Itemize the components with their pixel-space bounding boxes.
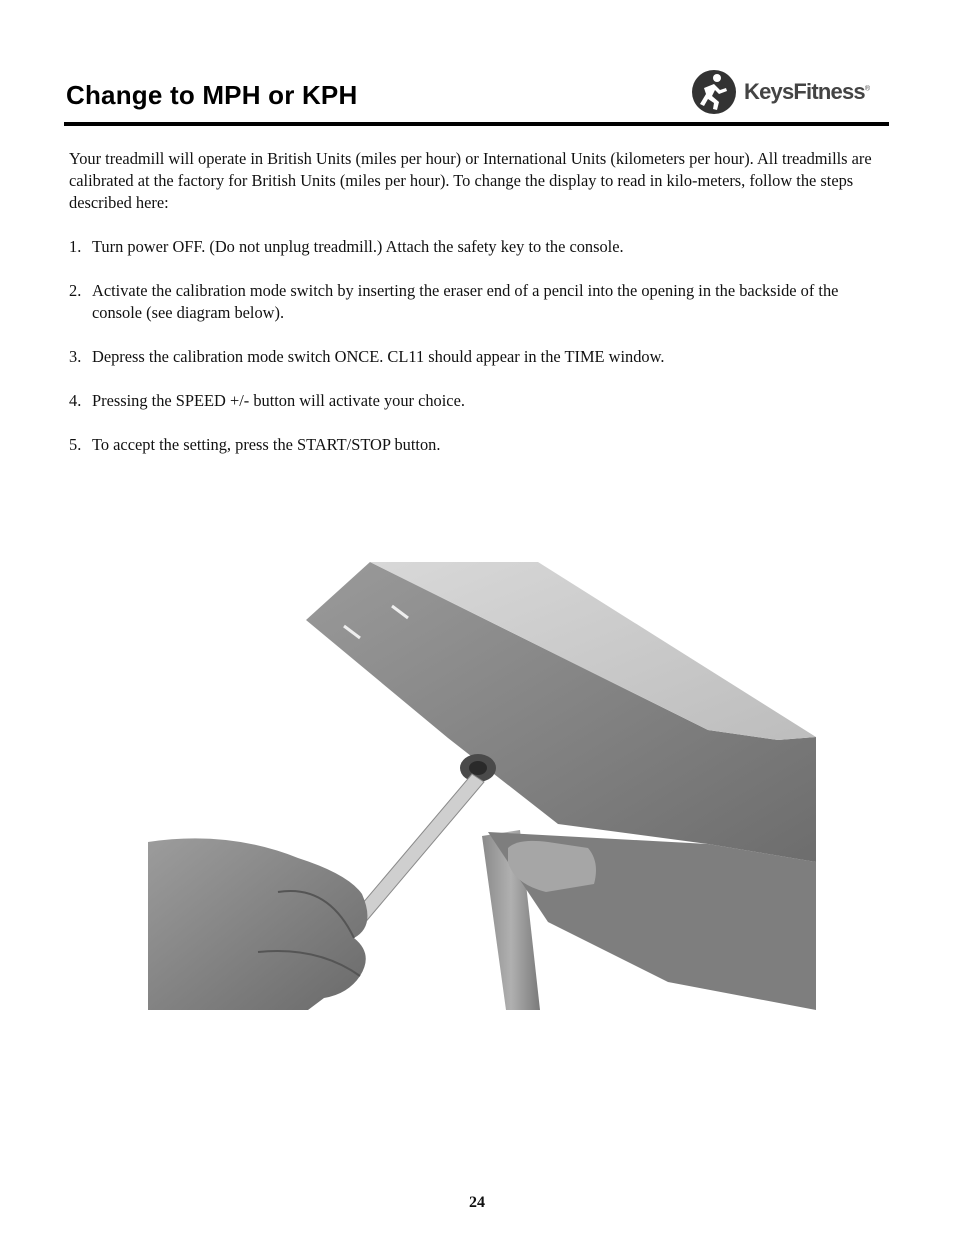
step-1 (69, 236, 891, 258)
step-text: Turn power OFF. (Do not unplug treadmill.) Attach the safety key to the console. (92, 237, 624, 256)
step-number: 2. (69, 281, 82, 300)
logo-wordmark: KeysFitness® (744, 79, 870, 104)
keysfitness-logo (690, 66, 890, 118)
page-title: Change to MPH or KPH (66, 80, 358, 110)
step-number: 4. (69, 391, 82, 410)
step-number: 1. (69, 237, 82, 256)
intro-paragraph: Your treadmill will operate in British Units (miles per hour) or International Units (kilometers per hour). All treadmills are calibrated at the factory for British Units (miles per hour). To change the display to read in kilo-meters, follow the steps described here: (69, 149, 872, 212)
step-3 (69, 346, 891, 368)
instructions (69, 148, 891, 478)
step-text: To accept the setting, press the START/STOP button. (92, 435, 441, 454)
step-text: Pressing the SPEED +/- button will activate your choice. (92, 391, 465, 410)
step-text: Activate the calibration mode switch by inserting the eraser end of a pencil into the opening in the backside of the console (see diagram below). (92, 281, 839, 322)
page-number: 24 (469, 1194, 485, 1211)
step-number: 5. (69, 435, 82, 454)
calibration-photo (148, 562, 816, 1010)
step-2 (69, 280, 891, 324)
step-text: Depress the calibration mode switch ONCE. CL11 should appear in the TIME window. (92, 347, 665, 366)
keysfitness-runner-icon (690, 68, 738, 116)
step-4 (69, 390, 891, 412)
step-number: 3. (69, 347, 82, 366)
header-divider (64, 122, 889, 126)
step-5 (69, 434, 891, 456)
